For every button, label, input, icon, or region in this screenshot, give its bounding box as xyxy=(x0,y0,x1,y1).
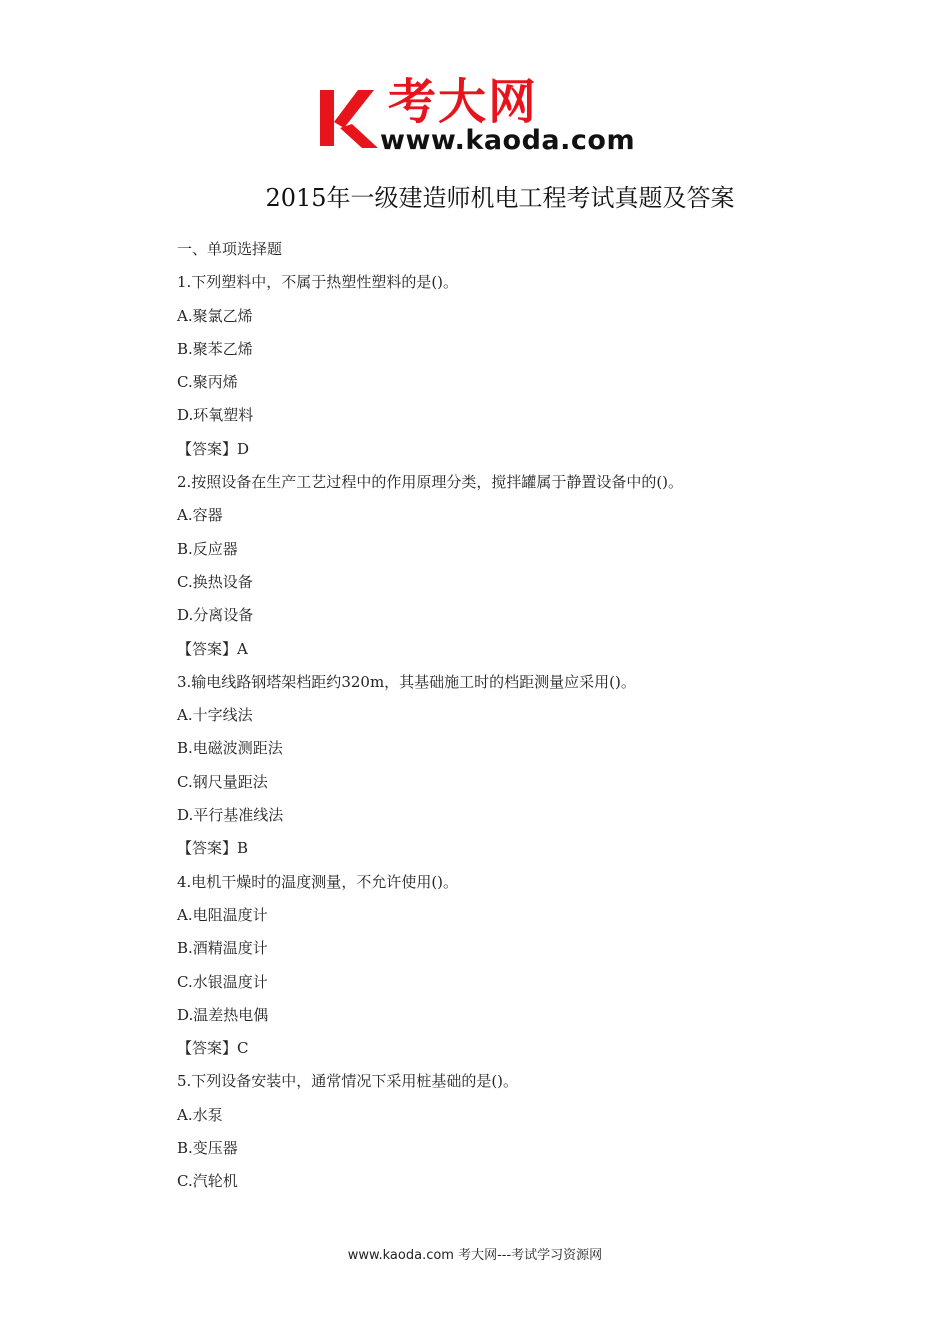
text-line: B.酒精温度计 xyxy=(177,939,268,958)
text-line: D.温差热电偶 xyxy=(177,1005,269,1024)
text-line: D.平行基准线法 xyxy=(177,806,284,825)
text-line: C.钢尺量距法 xyxy=(177,772,268,791)
text-line: C.聚丙烯 xyxy=(177,373,238,392)
text-line: 【答案】D xyxy=(177,439,250,458)
text-line: A.十字线法 xyxy=(177,706,253,725)
text-line: D.分离设备 xyxy=(177,606,254,625)
text-line: 【答案】A xyxy=(177,639,248,658)
text-line: 3.输电线路钢塔架档距约320m，其基础施工时的档距测量应采用()。 xyxy=(177,672,636,691)
text-line: A.水泵 xyxy=(177,1105,223,1124)
text-line: 【答案】C xyxy=(177,1039,249,1058)
document-title: 2015年一级建造师机电工程考试真题及答案 xyxy=(265,184,735,212)
text-line: B.变压器 xyxy=(177,1139,238,1158)
text-line: C.汽轮机 xyxy=(177,1172,238,1191)
document-body xyxy=(177,235,877,1201)
text-line: 一、单项选择题 xyxy=(177,240,283,258)
page-footer: www.kaoda.com 考大网---考试学习资源网 xyxy=(347,1248,603,1263)
text-line: A.容器 xyxy=(177,506,223,525)
text-line: B.聚苯乙烯 xyxy=(177,339,253,358)
text-line: 4.电机干燥时的温度测量，不允许使用()。 xyxy=(177,872,459,891)
k-logo-icon xyxy=(318,84,384,154)
logo-name: 考大网 xyxy=(388,74,539,130)
text-line: 2.按照设备在生产工艺过程中的作用原理分类，搅拌罐属于静置设备中的()。 xyxy=(177,473,684,492)
text-line: A.聚氯乙烯 xyxy=(177,306,253,325)
site-logo xyxy=(318,74,638,160)
text-line: B.电磁波测距法 xyxy=(177,739,283,758)
text-line: D.环氧塑料 xyxy=(177,406,254,425)
text-line: 1.下列塑料中，不属于热塑性塑料的是()。 xyxy=(177,273,459,292)
text-line: C.换热设备 xyxy=(177,572,253,591)
text-line: C.水银温度计 xyxy=(177,972,268,991)
text-line: B.反应器 xyxy=(177,539,238,558)
text-line: A.电阻温度计 xyxy=(177,905,268,924)
logo-url: www.kaoda.com xyxy=(380,125,636,156)
text-line: 5.下列设备安装中，通常情况下采用桩基础的是()。 xyxy=(177,1072,519,1091)
text-line: 【答案】B xyxy=(177,839,249,858)
